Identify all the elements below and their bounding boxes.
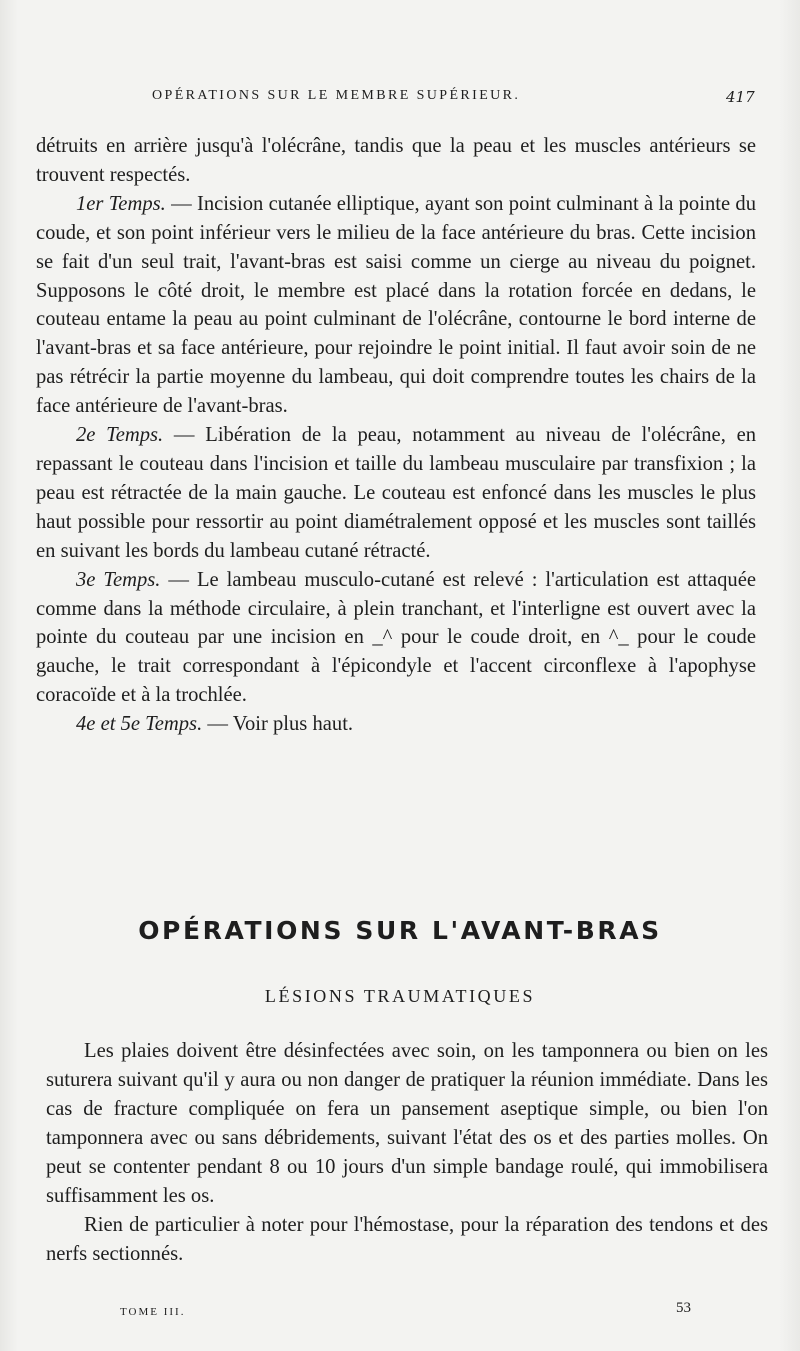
running-header — [0, 88, 800, 116]
temps-3-text: — Le lambeau musculo-cutané est relevé : l'articulation est attaquée comme dans la méthode circulaire, à plein tranchant, et l'interligne est ouvert avec la pointe du couteau par une incision en _^ pour le coude droit, en ^_ pour le coude gauche, le trait correspondant à l'épicondyle et l'accent circonflexe à l'apophyse coracoïde et à la trochlée. — [36, 568, 757, 707]
subsection-title: LÉSIONS TRAUMATIQUES — [264, 986, 536, 1006]
bottom-body-text — [46, 1037, 768, 1269]
temps-4-5-label: 4e et 5e Temps. — [76, 713, 203, 736]
temps-2-label: 2e Temps. — [76, 424, 164, 447]
paragraph-continuation: détruits en arrière jusqu'à l'olécrâne, tandis que la peau et les muscles antérieurs se trouvent respectés. — [36, 135, 756, 186]
footer-signature: 53 — [676, 1300, 691, 1316]
paragraph-temps-3 — [36, 566, 756, 711]
paragraph-temps-4-5 — [36, 710, 756, 739]
paragraph-hemostase: Rien de particulier à noter pour l'hémostase, pour la réparation des tendons et des nerfs sectionnés. — [46, 1214, 768, 1265]
paragraph-temps-1 — [36, 190, 756, 421]
footer-volume: TOME III. — [120, 1306, 186, 1318]
temps-3-label: 3e Temps. — [76, 568, 161, 591]
paragraph-temps-2 — [36, 421, 756, 566]
temps-4-5-text: — Voir plus haut. — [202, 713, 354, 736]
section-title: OPÉRATIONS SUR L'AVANT-BRAS — [138, 916, 662, 945]
temps-1-text: — Incision cutanée elliptique, ayant son point culminant à la pointe du coude, et son point inférieur vers le milieu de la face antérieure du bras. Cette incision se fait d'un seul trait, l'avant-bras est saisi comme un cierge au niveau du poignet. Supposons le côté droit, le membre est placé dans la rotation forcée en dedans, le couteau entame la peau au point culminant de l'olécrâne, contourne le bord interne de l'avant-bras et sa face antérieure, pour rejoindre le point initial. Il faut avoir soin de ne pas rétrécir la partie moyenne du lambeau, qui doit comprendre toutes les chairs de la face antérieure de l'avant-bras. — [36, 192, 756, 418]
temps-1-label: 1er Temps. — [76, 192, 166, 215]
temps-2-text: — Libération de la peau, notamment au niveau de l'olécrâne, en repassant le couteau dans l'incision et taille du lambeau musculaire par transfixion ; la peau est rétractée de la main gauche. Le couteau est enfoncé dans les muscles le plus haut possible pour ressortir au point diamétralement opposé et les muscles sont taillés en suivant les bords du lambeau cutané rétracté. — [36, 424, 757, 562]
top-body-text — [36, 132, 756, 739]
running-title: OPÉRATIONS SUR LE MEMBRE SUPÉRIEUR. — [152, 88, 521, 103]
paragraph-plaies: Les plaies doivent être désinfectées avec soin, on les tamponnera ou bien on les suturera suivant qu'il y aura ou non danger de pratiquer la réunion immédiate. Dans les cas de fracture compliquée on fera un pansement aseptique simple, ou bien l'on tamponnera avec ou sans débridements, suivant l'état des os et des parties molles. On peut se contenter pendant 8 ou 10 jours d'un simple bandage roulé, qui immobilisera suffisamment les os. — [46, 1040, 768, 1207]
page-number: 417 — [726, 88, 755, 106]
